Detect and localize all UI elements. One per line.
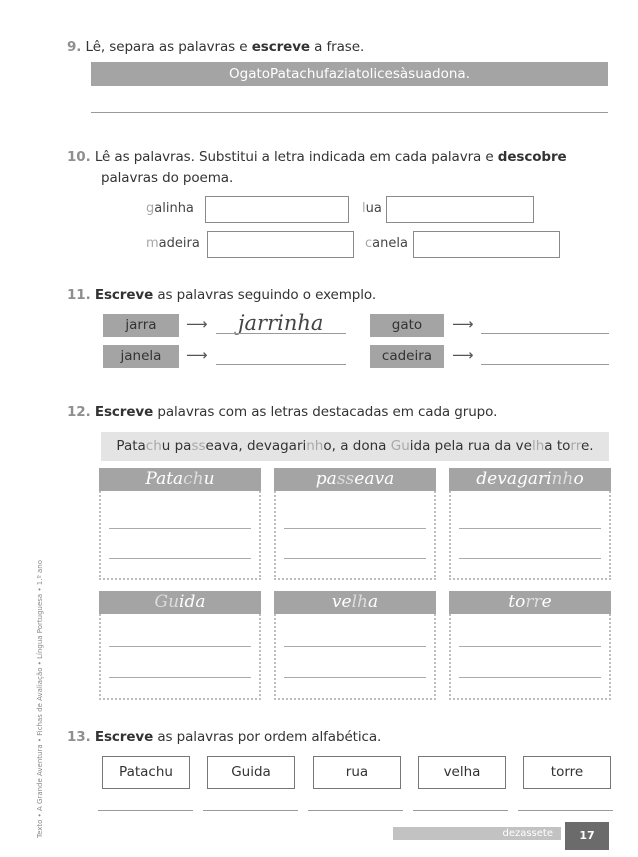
word-group-panel — [274, 591, 436, 700]
question-text-post: a frase. — [309, 39, 365, 55]
arrow-icon: ⟶ — [186, 315, 208, 333]
answer-line[interactable] — [98, 810, 193, 811]
answer-line[interactable] — [203, 810, 298, 811]
question-13 — [67, 727, 381, 748]
side-credit — [36, 538, 44, 838]
answer-line[interactable] — [216, 364, 346, 365]
word-box-patachu: Patachu — [102, 756, 190, 789]
word-box-torre: torre — [523, 756, 611, 789]
panel-title: passeava — [315, 469, 395, 489]
question-10 — [67, 147, 612, 168]
question-text-post: as palavras seguindo o exemplo. — [153, 287, 377, 303]
page-number-box — [565, 822, 609, 850]
word-madeira: madeira — [146, 236, 200, 251]
answer-line[interactable] — [481, 333, 609, 334]
question-text-bold: Escreve — [94, 729, 154, 745]
word-tag-cadeira: cadeira — [370, 345, 444, 368]
example-answer: jarrinha — [238, 311, 324, 335]
word-group-panel — [449, 468, 611, 580]
page-number: 17 — [579, 829, 595, 842]
question-text-post: palavras com as letras destacadas em cada grupo. — [153, 404, 498, 420]
answer-line[interactable] — [308, 810, 403, 811]
answer-line[interactable] — [413, 810, 508, 811]
question-text-bold: Escreve — [94, 287, 154, 303]
question-number: 13. — [67, 729, 91, 745]
panel-title: velha — [331, 592, 379, 612]
question-11 — [67, 285, 376, 306]
page-footer-bar — [393, 827, 561, 840]
answer-box[interactable] — [205, 196, 349, 223]
panel-title: devagarinho — [476, 469, 584, 489]
word-tag-janela: janela — [103, 345, 179, 368]
run-together-sentence: OgatoPatachufaziatolicesàsuadona. — [229, 66, 470, 82]
word-tag-gato: gato — [370, 314, 444, 337]
question-10-line2 — [101, 168, 233, 189]
answer-line[interactable] — [518, 810, 613, 811]
page-number-word: dezassete — [502, 828, 553, 839]
arrow-icon: ⟶ — [452, 315, 474, 333]
question-text-bold: escreve — [251, 39, 310, 55]
question-9 — [67, 37, 364, 58]
answer-box[interactable] — [413, 231, 560, 258]
panel-title: Patachu — [145, 469, 215, 489]
panel-title: Guida — [154, 592, 206, 612]
question-number: 10. — [67, 149, 91, 165]
word-group-panel — [449, 591, 611, 700]
word-tag-jarra: jarra — [103, 314, 179, 337]
question-number: 9. — [67, 39, 82, 55]
word-group-panel — [99, 591, 261, 700]
word-box-velha: velha — [418, 756, 506, 789]
word-group-panel — [99, 468, 261, 580]
answer-box[interactable] — [207, 231, 354, 258]
word-lua: lua — [362, 201, 382, 216]
question-number: 11. — [67, 287, 91, 303]
answer-line[interactable] — [216, 333, 346, 334]
question-text-pre: Lê, separa as palavras e — [85, 39, 252, 55]
question-text-bold: Escreve — [94, 404, 154, 420]
question-number: 12. — [67, 404, 91, 420]
answer-box[interactable] — [386, 196, 534, 223]
highlight-sentence-box: Patachu passeava, devagarinho, a dona Guida pela rua da velha torre. — [101, 432, 609, 461]
word-group-panel — [274, 468, 436, 580]
panel-title: torre — [508, 592, 552, 612]
question-text-bold: descobre — [497, 149, 567, 165]
word-box-rua: rua — [313, 756, 401, 789]
arrow-icon: ⟶ — [186, 346, 208, 364]
word-canela: canela — [365, 236, 408, 251]
question-text-line2: palavras do poema. — [101, 170, 234, 186]
side-credit-text: Texto • A Grande Aventura • Fichas de Avaliação • Língua Portuguesa • 1.º ano — [36, 559, 44, 838]
arrow-icon: ⟶ — [452, 346, 474, 364]
word-galinha: galinha — [146, 201, 194, 216]
word-box-guida: Guida — [207, 756, 295, 789]
question-12 — [67, 402, 497, 423]
answer-line[interactable] — [481, 364, 609, 365]
sentence-bar — [91, 62, 608, 86]
question-text-pre: Lê as palavras. Substitui a letra indicada em cada palavra e — [94, 149, 498, 165]
answer-line[interactable] — [91, 112, 608, 113]
question-text-post: as palavras por ordem alfabética. — [153, 729, 382, 745]
